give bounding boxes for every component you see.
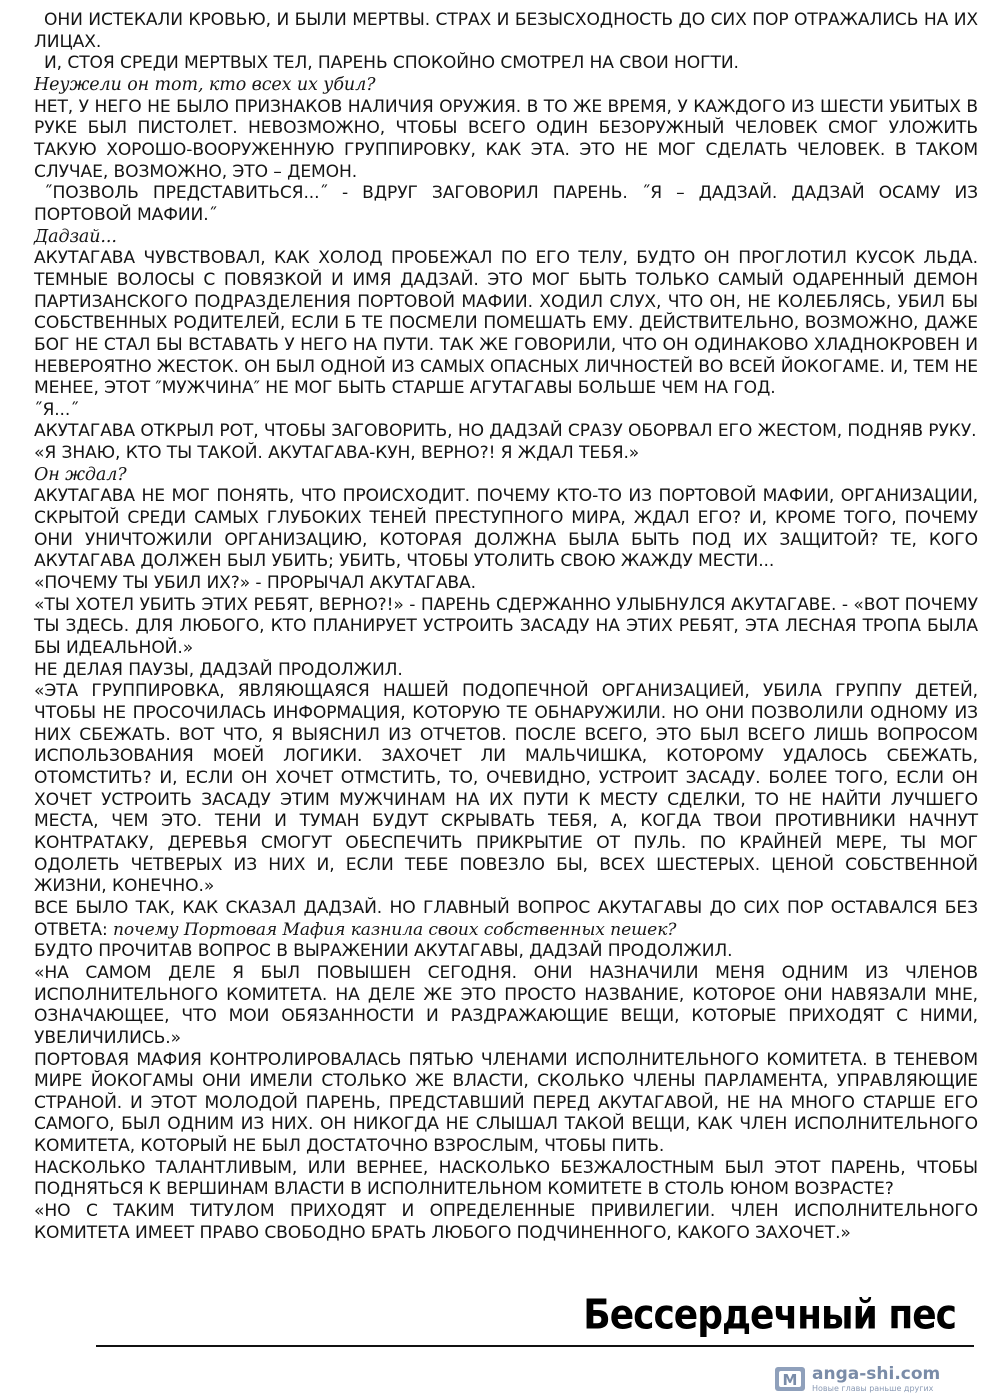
paragraph-dialogue: «ЭТА ГРУППИРОВКА, ЯВЛЯЮЩАЯСЯ НАШЕЙ ПОДОПЕЧНОЙ ОРГАНИЗАЦИЕЙ, УБИЛА ГРУППУ ДЕТЕЙ, ЧТОБЫ НЕ ПРОСОЧИЛАСЬ ИНФОРМАЦИЯ, КОТОРУЮ ТЕ ОБНАРУЖИЛИ. НО ОНИ ПОЗВОЛИЛИ ОДНОМУ ИЗ НИХ СБЕЖАТЬ. ВОТ ЧТО, Я ВЫЯСНИЛ ИЗ ОТЧЕТОВ. ПОСЛЕ ВСЕГО, ЭТО БЫЛ ВСЕГО ЛИШЬ ВОПРОСОМ ИСПОЛЬЗОВАНИЯ МОЕЙ ЛОГИКИ. ЗАХОЧЕТ ЛИ МАЛЬЧИШКА, КОТОРОМУ УДАЛОСЬ СБЕЖАТЬ, ОТОМСТИТЬ? И, ЕСЛИ ОН ХОЧЕТ ОТМСТИТЬ, ТО, ОЧЕВИДНО, УСТРОИТ ЗАСАДУ. БОЛЕЕ ТОГО, ЕСЛИ ОН ХОЧЕТ УСТРОИТЬ ЗАСАДУ ЭТИМ МУЖЧИНАМ НА ИХ ПУТИ К МЕСТУ СДЕЛКИ, ТО НЕ НАЙТИ ЛУЧШЕГО МЕСТА, ЧЕМ ЭТО. ТЕНИ И ТУМАН БУДУТ СКРЫВАТЬ ТЕБЯ, А, КОГДА ТВОИ ПРОТИВНИКИ НАЧНУТ КОНТРАТАКУ, ДЕРЕВЬЯ СМОГУТ ОБЕСПЕЧИТЬ ПРИКРЫТИЕ ОТ ПУЛЬ. ПО КРАЙНЕЙ МЕРЕ, ТЫ МОГ ОДОЛЕТЬ ЧЕТВЕРЫХ ИЗ НИХ И, ЕСЛИ ТЕБЕ ПОВЕЗЛО БЫ, ВСЕХ ШЕСТЕРЫХ. ЦЕНОЙ СОБСТВЕННОЙ ЖИЗНИ, КОНЕЧНО.»	[34, 681, 978, 897]
story-text	[34, 10, 978, 1244]
paragraph: НЕТ, У НЕГО НЕ БЫЛО ПРИЗНАКОВ НАЛИЧИЯ ОРУЖИЯ. В ТО ЖЕ ВРЕМЯ, У КАЖДОГО ИЗ ШЕСТИ УБИТЫХ В РУКЕ БЫЛ ПИСТОЛЕТ. НЕВОЗМОЖНО, ЧТОБЫ ВСЕГО ОДИН БЕЗОРУЖНЫЙ ЧЕЛОВЕК СМОГ УЛОЖИТЬ ТАКУЮ ХОРОШО-ВООРУЖЕННУЮ ГРУППИРОВКУ, КАК ЭТА. ЭТО НЕ МОГ СДЕЛАТЬ ЧЕЛОВЕК. В ТАКОМ СЛУЧАЕ, ВОЗМОЖНО, ЭТО – ДЕМОН.	[34, 96, 978, 182]
site-watermark	[774, 1362, 972, 1396]
paragraph: ПОРТОВАЯ МАФИЯ КОНТРОЛИРОВАЛАСЬ ПЯТЬЮ ЧЛЕНАМИ ИСПОЛНИТЕЛЬНОГО КОМИТЕТА. В ТЕНЕВОМ МИРЕ ЙОКОГАМЫ ОНИ ИМЕЛИ СТОЛЬКО ЖЕ ВЛАСТИ, СКОЛЬКО ЧЛЕНЫ ПАРЛАМЕНТА, УПРАВЛЯЮЩИЕ СТРАНОЙ. И ЭТОТ МОЛОДОЙ ПАРЕНЬ, ПРЕДСТАВШИЙ ПЕРЕД АКУТАГАВОЙ, НЕ НА МНОГО СТАРШЕ ЕГО САМОГО, БЫЛ ОДНИМ ИЗ НИХ. ОН НИКОГДА НЕ СЛЫШАЛ ТАКОЙ ВЕЩИ, КАК ЧЛЕН ИСПОЛНИТЕЛЬНОГО КОМИТЕТА, КОТОРЫЙ НЕ БЫЛ ДОСТАТОЧНО ВЗРОСЛЫМ, ЧТОБЫ ПИТЬ.	[34, 1049, 978, 1157]
paragraph: НЕ ДЕЛАЯ ПАУЗЫ, ДАДЗАЙ ПРОДОЛЖИЛ.	[34, 659, 403, 680]
paragraph-text: ВСЕ БЫЛО ТАК, КАК СКАЗАЛ ДАДЗАЙ. НО ГЛАВНЫЙ ВОПРОС АКУТАГАВЫ ДО СИХ ПОР ОСТАВАЛСЯ БЕЗ ОТВЕТА:	[34, 897, 978, 940]
paragraph: ОНИ ИСТЕКАЛИ КРОВЬЮ, И БЫЛИ МЕРТВЫ. СТРАХ И БЕЗЫСХОДНОСТЬ ДО СИХ ПОР ОТРАЖАЛИСЬ НА ИХ ЛИЦАХ.	[34, 10, 978, 52]
paragraph-thought: Он ждал?	[34, 464, 127, 485]
paragraph	[34, 898, 978, 941]
paragraph: АКУТАГАВА НЕ МОГ ПОНЯТЬ, ЧТО ПРОИСХОДИТ. ПОЧЕМУ КТО-ТО ИЗ ПОРТОВОЙ МАФИИ, ОРГАНИЗАЦИИ, СКРЫТОЙ СРЕДИ САМЫХ ГЛУБОКИХ ТЕНЕЙ ПРЕСТУПНОГО МИРА, ЖДАЛ ЕГО? И, КРОМЕ ТОГО, ПОЧЕМУ ОНИ УНИЧТОЖИЛИ ОРГАНИЗАЦИЮ, КОТОРАЯ ДОЛЖНА БЫЛА БЫТЬ ПОД ИХ ЗАЩИТОЙ? ТЕ, КОГО АКУТАГАВА ДОЛЖЕН БЫЛ УБИТЬ; УБИТЬ, ЧТОБЫ УТОЛИТЬ СВОЮ ЖАЖДУ МЕСТИ...	[34, 486, 978, 572]
watermark-tagline: Новые главы раньше других	[812, 1383, 934, 1393]
logo-letter: M	[782, 1371, 798, 1389]
paragraph-dialogue: «НА САМОМ ДЕЛЕ Я БЫЛ ПОВЫШЕН СЕГОДНЯ. ОНИ НАЗНАЧИЛИ МЕНЯ ОДНИМ ИЗ ЧЛЕНОВ ИСПОЛНИТЕЛЬНОГО КОМИТЕТА. НА ДЕЛЕ ЖЕ ЭТО ПРОСТО НАЗВАНИЕ, КОТОРОЕ ОНИ НАВЯЗАЛИ МНЕ, ОЗНАЧАЮЩЕЕ, ЧТО МОИ ОБЯЗАННОСТИ И РАЗДРАЖАЮЩИЕ ВЕЩИ, КОТОРЫЕ ПРИХОДЯТ С НИМИ, УВЕЛИЧИЛИСЬ.»	[34, 962, 978, 1048]
paragraph-thought-inline: почему Портовая Мафия казнила своих собственных пешек?	[107, 919, 677, 940]
paragraph-thought: Неужели он тот, кто всех их убил?	[34, 74, 376, 95]
paragraph: НАСКОЛЬКО ТАЛАНТЛИВЫМ, ИЛИ ВЕРНЕЕ, НАСКОЛЬКО БЕЗЖАЛОСТНЫМ БЫЛ ЭТОТ ПАРЕНЬ, ЧТОБЫ ПОДНЯТЬСЯ К ВЕРШИНАМ ВЛАСТИ В ИСПОЛНИТЕЛЬНОМ КОМИТЕТЕ В СТОЛЬ ЮНОМ ВОЗРАСТЕ?	[34, 1157, 978, 1200]
paragraph-thought: Дадзай...	[34, 226, 117, 247]
logo-graphic	[774, 1364, 808, 1394]
paragraph: И, СТОЯ СРЕДИ МЕРТВЫХ ТЕЛ, ПАРЕНЬ СПОКОЙНО СМОТРЕЛ НА СВОИ НОГТИ.	[44, 53, 739, 74]
paragraph-dialogue: «Я ЗНАЮ, КТО ТЫ ТАКОЙ. АКУТАГАВА-КУН, ВЕРНО?! Я ЖДАЛ ТЕБЯ.»	[34, 443, 640, 464]
manga-logo-icon	[774, 1364, 808, 1394]
paragraph-dialogue: «ТЫ ХОТЕЛ УБИТЬ ЭТИХ РЕБЯТ, ВЕРНО?!» - ПАРЕНЬ СДЕРЖАННО УЛЫБНУЛСЯ АКУТАГАВЕ. - «ВОТ ПОЧЕМУ ТЫ ЗДЕСЬ. ДЛЯ ЛЮБОГО, КТО ПЛАНИРУЕТ УСТРОИТЬ ЗАСАДУ НА ЭТИХ РЕБЯТ, ЭТА ЛЕСНАЯ ТРОПА БЫЛА БЫ ИДЕАЛЬНОЙ.»	[34, 594, 978, 659]
paragraph-dialogue: ˝Я...˝	[34, 399, 79, 420]
watermark-text	[812, 1365, 940, 1394]
paragraph-dialogue: ˝ПОЗВОЛЬ ПРЕДСТАВИТЬСЯ...˝ - ВДРУГ ЗАГОВОРИЛ ПАРЕНЬ. ˝Я – ДАДЗАЙ. ДАДЗАЙ ОСАМУ ИЗ ПОРТОВОЙ МАФИИ.˝	[34, 183, 978, 225]
watermark-site-name: anga-shi.com	[812, 1363, 941, 1384]
paragraph: АКУТАГАВА ОТКРЫЛ РОТ, ЧТОБЫ ЗАГОВОРИТЬ, НО ДАДЗАЙ СРАЗУ ОБОРВАЛ ЕГО ЖЕСТОМ, ПОДНЯВ РУКУ.	[34, 421, 977, 442]
paragraph: АКУТАГАВА ЧУВСТВОВАЛ, КАК ХОЛОД ПРОБЕЖАЛ ПО ЕГО ТЕЛУ, БУДТО ОН ПРОГЛОТИЛ КУСОК ЛЬДА. ТЕМНЫЕ ВОЛОСЫ С ПОВЯЗКОЙ И ИМЯ ДАДЗАЙ. ЭТО МОГ БЫТЬ ТОЛЬКО САМЫЙ ОДАРЕННЫЙ ДЕМОН ПАРТИЗАНСКОГО ПОДРАЗДЕЛЕНИЯ ПОРТОВОЙ МАФИИ. ХОДИЛ СЛУХ, ЧТО ОН, НЕ КОЛЕБЛЯСЬ, УБИЛ БЫ СОБСТВЕННЫХ РОДИТЕЛЕЙ, ЕСЛИ Б ТЕ ПОСМЕЛИ ПОМЕШАТЬ ЕМУ. ДЕЙСТВИТЕЛЬНО, ВОЗМОЖНО, ДАЖЕ БОГ НЕ СТАЛ БЫ ВСТАВАТЬ У НЕГО НА ПУТИ. ТАК ЖЕ ГОВОРИЛИ, ЧТО ОН ОДИНАКОВО ХЛАДНОКРОВЕН И НЕВЕРОЯТНО ЖЕСТОК. ОН БЫЛ ОДНОЙ ИЗ САМЫХ ОПАСНЫХ ЛИЧНОСТЕЙ ВО ВСЕЙ ЙОКОГАМЕ. И, ТЕМ НЕ МЕНЕЕ, ЭТОТ ″МУЖЧИНА″ НЕ МОГ БЫТЬ СТАРШЕ АГУТАГАВЫ БОЛЬШЕ ЧЕМ НА ГОД.	[34, 248, 978, 399]
paragraph: БУДТО ПРОЧИТАВ ВОПРОС В ВЫРАЖЕНИИ АКУТАГАВЫ, ДАДЗАЙ ПРОДОЛЖИЛ.	[34, 941, 733, 962]
paragraph-dialogue: «ПОЧЕМУ ТЫ УБИЛ ИХ?» - ПРОРЫЧАЛ АКУТАГАВА.	[34, 573, 476, 594]
paragraph-dialogue: «НО С ТАКИМ ТИТУЛОМ ПРИХОДЯТ И ОПРЕДЕЛЕННЫЕ ПРИВИЛЕГИИ. ЧЛЕН ИСПОЛНИТЕЛЬНОГО КОМИТЕТА ИМЕЕТ ПРАВО СВОБОДНО БРАТЬ ЛЮБОГО ПОДЧИНЕННОГО, КАКОГО ЗАХОЧЕТ.»	[34, 1201, 978, 1243]
divider-line	[96, 1345, 974, 1347]
chapter-title: Бессердечный пес	[583, 1291, 956, 1339]
